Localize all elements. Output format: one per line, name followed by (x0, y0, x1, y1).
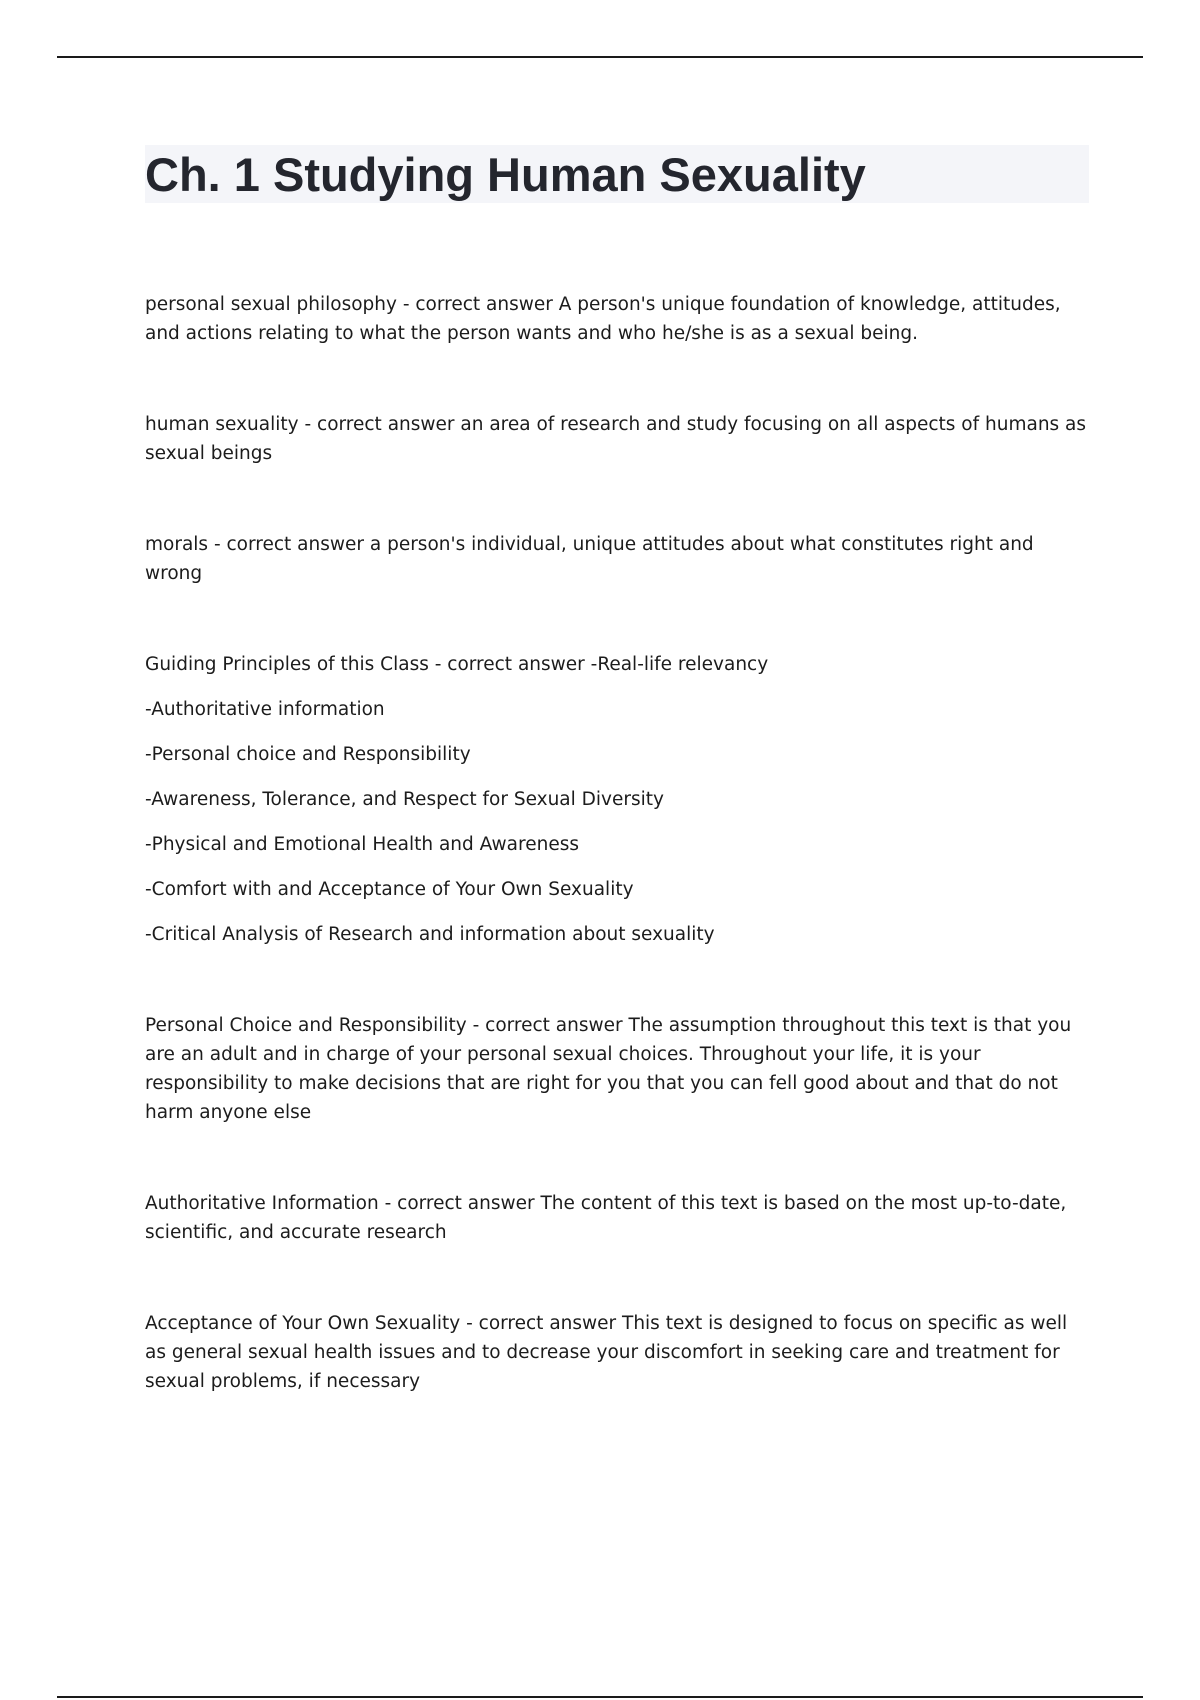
flashcard-human-sexuality: human sexuality - correct answer an area of research and study focusing on all aspects of humans as sexual beings (145, 414, 1087, 464)
flashcard-personal-choice: Personal Choice and Responsibility - correct answer The assumption throughout this text is that you are an adult and in charge of your personal sexual choices. Throughout your life, it is your responsibility to make decisions that are right for you that you can fell good about and that do not harm anyone else (145, 1015, 1072, 1123)
principle-item: -Authoritative information (145, 699, 385, 720)
top-divider (57, 56, 1143, 58)
document-body (145, 290, 1089, 1396)
flashcard-morals: morals - correct answer a person's individual, unique attitudes about what constitutes right and wrong (145, 534, 1034, 584)
principle-item: -Personal choice and Responsibility (145, 744, 471, 765)
principle-item: -Comfort with and Acceptance of Your Own Sexuality (145, 879, 634, 900)
principle-item: -Physical and Emotional Health and Awareness (145, 834, 579, 855)
bottom-divider (57, 1696, 1143, 1698)
flashcard-acceptance-of-own-sexuality: Acceptance of Your Own Sexuality - correct answer This text is designed to focus on specific as well as general sexual health issues and to decrease your discomfort in seeking care and treatment for sexual problems, if necessary (145, 1313, 1068, 1392)
page-title: Ch. 1 Studying Human Sexuality (145, 148, 866, 201)
flashcard-personal-sexual-philosophy: personal sexual philosophy - correct answer A person's unique foundation of knowledge, attitudes, and actions relating to what the person wants and who he/she is as a sexual being. (145, 294, 1061, 344)
principle-item: -Critical Analysis of Research and information about sexuality (145, 924, 715, 945)
principle-item: -Awareness, Tolerance, and Respect for Sexual Diversity (145, 789, 664, 810)
flashcard-authoritative-information: Authoritative Information - correct answer The content of this text is based on the most up-to-date, scientific, and accurate research (145, 1193, 1067, 1243)
flashcard-guiding-principles: Guiding Principles of this Class - correct answer -Real-life relevancy (145, 654, 769, 675)
